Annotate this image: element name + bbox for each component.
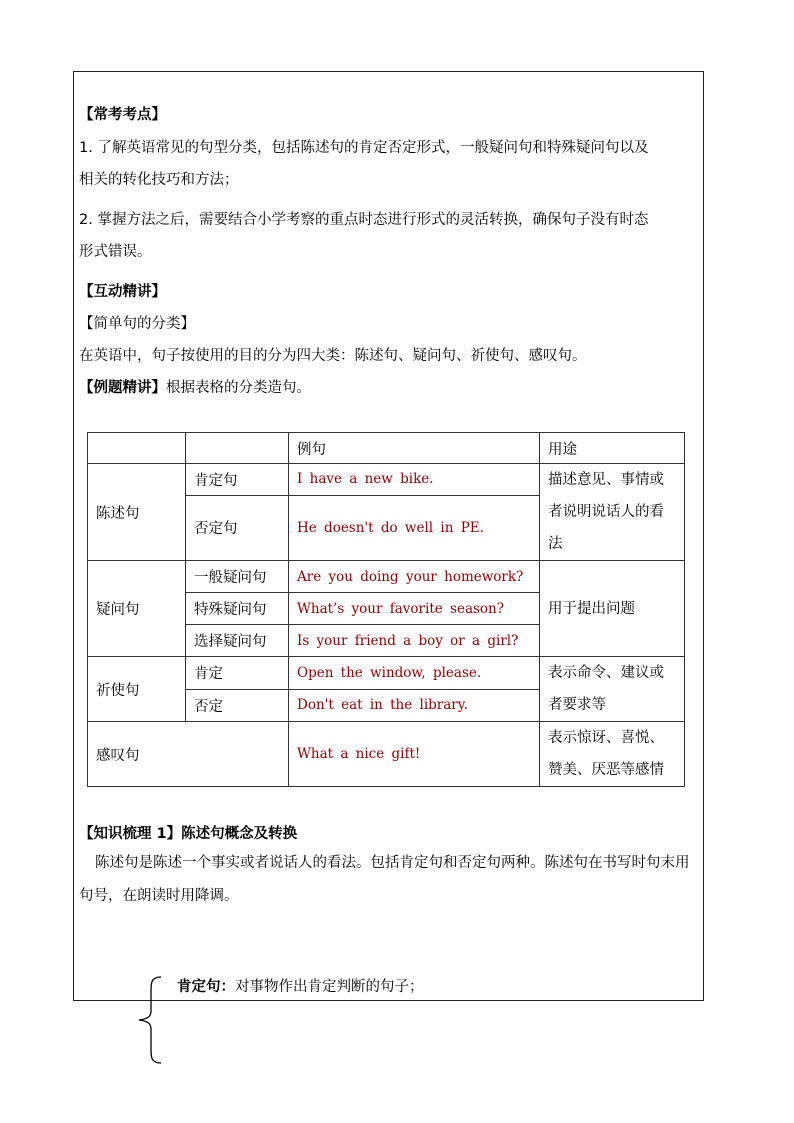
classification-text: 在英语中，句子按使用的目的分为四大类：陈述句、疑问句、祈使句、感叹句。 — [79, 348, 587, 364]
header-blank-1 — [88, 433, 186, 464]
exclamatory-usage: 表示惊讶、喜悦、赞美、厌恶等感情 — [540, 722, 685, 787]
knowledge-paragraph: 陈述句是陈述一个事实或者说话人的看法。包括肯定句和否定句两种。陈述句在书写时句末用句号，在朗读时用降调。 — [79, 855, 690, 904]
interrogative-choice-label: 选择疑问句 — [186, 625, 289, 657]
header-blank-2 — [186, 433, 289, 464]
table-row — [88, 722, 685, 787]
imperative-negative-label: 否定 — [186, 689, 289, 722]
interrogative-special-label: 特殊疑问句 — [186, 593, 289, 625]
header-usage: 用途 — [540, 433, 685, 464]
positive-term: 肯定句： — [177, 979, 235, 995]
positive-sentence-definition — [177, 978, 424, 996]
declarative-negative-example: He doesn't do well in PE. — [289, 495, 540, 560]
interactive-title: 【互动精讲】 — [79, 284, 166, 300]
imperative-type: 祈使句 — [88, 657, 186, 722]
imperative-negative-example: Don't eat in the library. — [289, 689, 540, 722]
table-header-row — [88, 433, 685, 464]
exam-point-1-line2: 相关的转化技巧和方法； — [79, 172, 239, 188]
sentence-type-table — [87, 432, 685, 787]
table-row — [88, 464, 685, 496]
imperative-usage: 表示命令、建议或者要求等 — [540, 657, 685, 722]
curly-brace-icon — [135, 975, 165, 1065]
header-example: 例句 — [289, 433, 540, 464]
table-row — [88, 657, 685, 690]
exclamatory-example: What a nice gift! — [289, 722, 540, 787]
interrogative-general-example: Are you doing your homework? — [289, 561, 540, 593]
example-text: 根据表格的分类造句。 — [166, 380, 311, 396]
imperative-positive-label: 肯定 — [186, 657, 289, 690]
declarative-positive-label: 肯定句 — [186, 464, 289, 496]
classification-title: 【简单句的分类】 — [79, 316, 195, 332]
table-row — [88, 561, 685, 593]
interrogative-usage: 用于提出问题 — [540, 561, 685, 657]
interrogative-general-label: 一般疑问句 — [186, 561, 289, 593]
knowledge-title: 【知识梳理 1】陈述句概念及转换 — [79, 826, 298, 842]
declarative-negative-label: 否定句 — [186, 495, 289, 560]
positive-def: 对事物作出肯定判断的句子； — [235, 979, 424, 995]
example-heading — [79, 379, 311, 397]
declarative-positive-example: I have a new bike. — [289, 464, 540, 496]
interrogative-choice-example: Is your friend a boy or a girl? — [289, 625, 540, 657]
exam-point-1-line1: 1. 了解英语常见的句型分类，包括陈述句的肯定否定形式，一般疑问句和特殊疑问句以及 — [79, 140, 649, 156]
exclamatory-type: 感叹句 — [88, 722, 289, 787]
interrogative-special-example: What’s your favorite season? — [289, 593, 540, 625]
declarative-usage: 描述意见、事情或者说明说话人的看法 — [540, 464, 685, 561]
declarative-type: 陈述句 — [88, 464, 186, 561]
exam-point-2-line2: 形式错误。 — [79, 244, 152, 260]
exam-point-2-line1: 2. 掌握方法之后，需要结合小学考察的重点时态进行形式的灵活转换，确保句子没有时态 — [79, 212, 649, 228]
example-label: 【例题精讲】 — [79, 380, 166, 396]
interrogative-type: 疑问句 — [88, 561, 186, 657]
imperative-positive-example: Open the window, please. — [289, 657, 540, 690]
exam-points-title: 【常考考点】 — [79, 107, 166, 123]
